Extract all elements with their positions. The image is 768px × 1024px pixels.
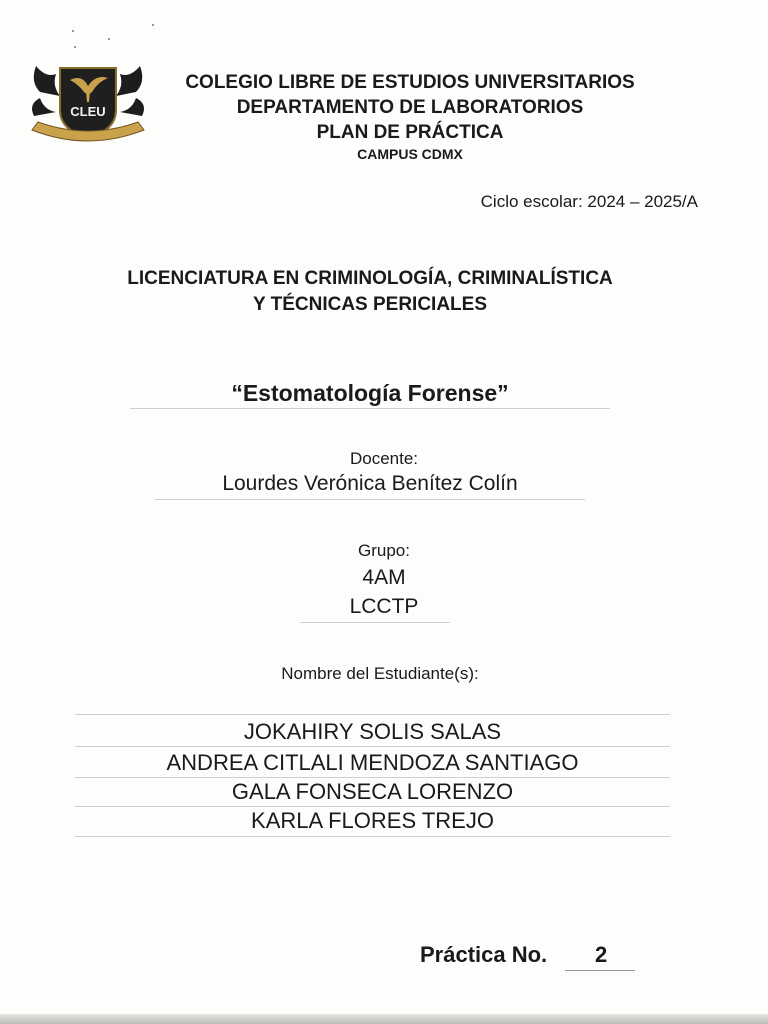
career-line-2: Y TÉCNICAS PERICIALES bbox=[252, 294, 488, 315]
group-code: 4AM bbox=[362, 566, 406, 589]
practice-label: Práctica No. bbox=[420, 942, 548, 967]
campus-name: CAMPUS CDMX bbox=[357, 146, 463, 162]
teacher-label: Docente: bbox=[349, 449, 419, 468]
scan-speck bbox=[152, 24, 154, 26]
scan-speck bbox=[72, 30, 74, 32]
svg-text:CLEU: CLEU bbox=[70, 104, 106, 119]
scan-speck bbox=[74, 46, 76, 48]
career-line-1: LICENCIATURA EN CRIMINOLOGÍA, CRIMINALÍSTICA bbox=[127, 268, 613, 289]
student-divider bbox=[75, 746, 670, 747]
teacher-underline bbox=[155, 499, 585, 500]
student-name: ANDREA CITLALI MENDOZA SANTIAGO bbox=[166, 750, 579, 775]
teacher-name: Lourdes Verónica Benítez Colín bbox=[222, 472, 518, 495]
scan-bottom-edge bbox=[0, 1014, 768, 1024]
group-underline bbox=[300, 622, 450, 623]
student-divider bbox=[75, 806, 670, 807]
plan-title: PLAN DE PRÁCTICA bbox=[316, 122, 504, 143]
course-title: “Estomatología Forense” bbox=[231, 380, 509, 406]
students-line-bottom bbox=[75, 836, 670, 837]
student-divider bbox=[75, 777, 670, 778]
institution-name: COLEGIO LIBRE DE ESTUDIOS UNIVERSITARIOS bbox=[185, 72, 635, 93]
student-name: GALA FONSECA LORENZO bbox=[231, 779, 514, 804]
practice-underline bbox=[565, 970, 635, 971]
department-name: DEPARTAMENTO DE LABORATORIOS bbox=[236, 97, 584, 118]
group-label: Grupo: bbox=[358, 541, 410, 560]
course-underline bbox=[130, 408, 610, 409]
student-name: KARLA FLORES TREJO bbox=[251, 808, 494, 833]
practice-number: 2 bbox=[595, 942, 608, 967]
group-program: LCCTP bbox=[349, 595, 419, 618]
scan-speck bbox=[108, 38, 110, 40]
school-year: Ciclo escolar: 2024 – 2025/A bbox=[480, 192, 698, 211]
students-line-top bbox=[75, 714, 670, 715]
students-label: Nombre del Estudiante(s): bbox=[281, 664, 479, 683]
student-name: JOKAHIRY SOLIS SALAS bbox=[243, 719, 502, 744]
institution-logo bbox=[26, 52, 150, 148]
